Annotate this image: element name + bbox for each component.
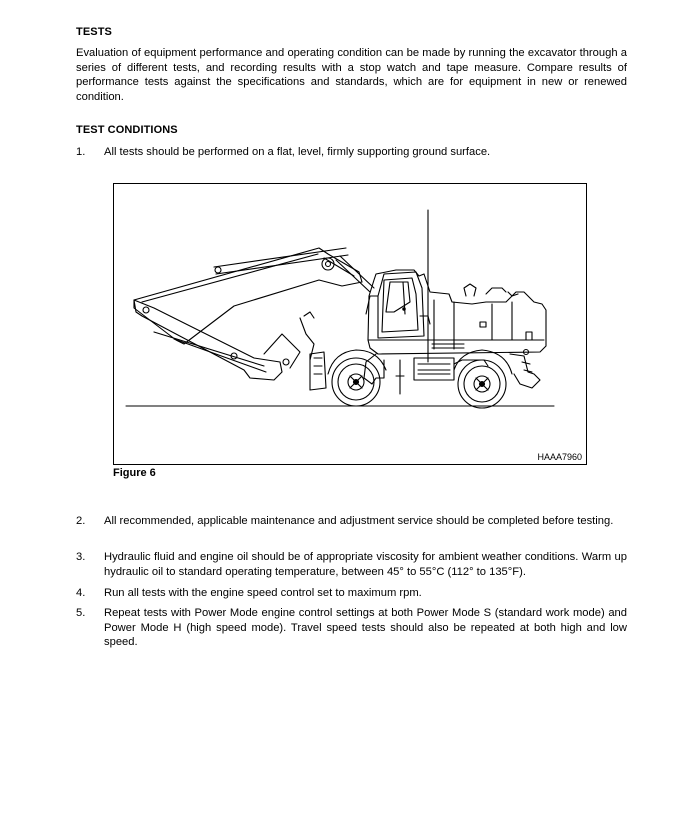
figure-code: HAAA7960 [537,452,582,462]
condition-item-1-number: 1. [76,146,86,158]
condition-item-1 [76,145,627,160]
condition-item-2-text: All recommended, applicable maintenance and adjustment service should be completed before testing. [104,515,614,527]
condition-item-4-text: Run all tests with the engine speed control set to maximum rpm. [104,587,422,599]
condition-item-2 [76,514,627,529]
condition-item-1-text: All tests should be performed on a flat, level, firmly supporting ground surface. [104,146,491,158]
excavator-illustration [114,184,586,464]
condition-item-2-number: 2. [76,515,86,527]
condition-item-5-text: Repeat tests with Power Mode engine control settings at both Power Mode S (standard work mode) and Power Mode H (high speed mode). Travel speed tests should also be repeated at both high and low speed. [104,607,627,649]
condition-item-4 [76,586,627,601]
condition-item-5-number: 5. [76,607,86,619]
figure-frame [113,183,587,465]
figure-caption: Figure 6 [113,467,156,479]
condition-item-5 [76,606,627,650]
tests-paragraph: Evaluation of equipment performance and operating condition can be made by running the excavator through a series of different tests, and recording results with a stop watch and tape measure. Compare results of performance tests against the specifications and standards, which are for equipment in new or renewed condition. [76,47,627,103]
condition-item-4-number: 4. [76,587,86,599]
condition-item-3-text: Hydraulic fluid and engine oil should be of appropriate viscosity for ambient weather conditions. Warm up hydraulic oil to standard operating temperature, between 45° to 55°C (112° to 135°F). [104,551,627,578]
condition-item-3 [76,550,627,579]
tests-heading: TESTS [76,26,112,38]
arm-outline [134,300,282,380]
condition-item-3-number: 3. [76,551,86,563]
test-conditions-heading: TEST CONDITIONS [76,124,178,136]
